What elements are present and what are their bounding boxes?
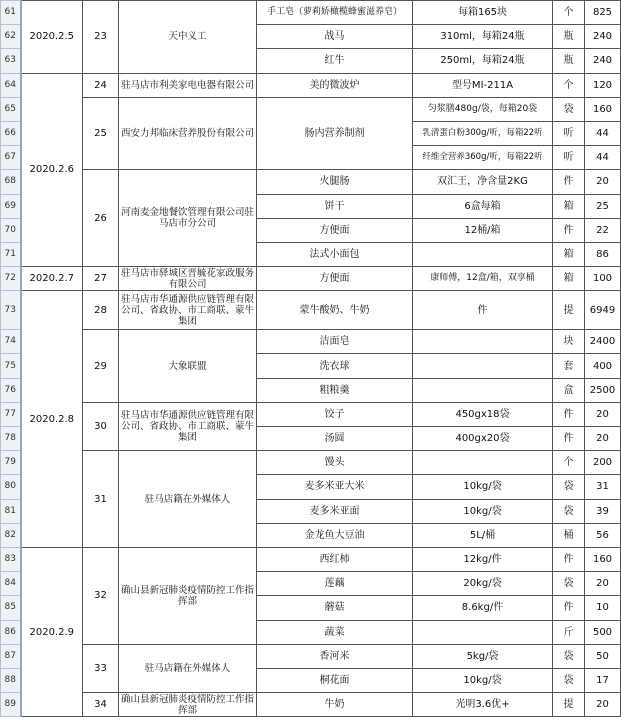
serial-cell[interactable]: 32 <box>83 547 119 644</box>
unit-cell[interactable]: 件 <box>553 596 585 620</box>
table-row <box>1 693 621 717</box>
item-cell[interactable]: 洗衣球 <box>257 354 413 378</box>
item-cell[interactable]: 西红柿 <box>257 547 413 571</box>
donor-cell[interactable]: 河南麦金地餐饮管理有限公司驻马店市分公司 <box>119 170 257 267</box>
qty-cell[interactable]: 20 <box>585 402 621 426</box>
spec-cell[interactable]: 康师傅，12盒/箱，双享桶 <box>413 267 553 291</box>
item-cell[interactable]: 金龙鱼大豆油 <box>257 523 413 547</box>
unit-cell[interactable]: 件 <box>553 170 585 194</box>
donor-cell[interactable]: 驻马店籍在外媒体人 <box>119 451 257 548</box>
row-number[interactable]: 83 <box>1 547 21 571</box>
unit-cell[interactable]: 袋 <box>553 475 585 499</box>
table-row <box>1 1 621 25</box>
serial-cell[interactable]: 33 <box>83 644 119 692</box>
donor-cell[interactable]: 确山县新冠肺炎疫情防控工作指挥部 <box>119 693 257 717</box>
spec-cell[interactable]: 10kg/袋 <box>413 499 553 523</box>
item-cell[interactable]: 洁面皂 <box>257 330 413 354</box>
qty-cell[interactable]: 56 <box>585 523 621 547</box>
serial-cell[interactable]: 26 <box>83 170 119 267</box>
qty-cell[interactable]: 2400 <box>585 330 621 354</box>
serial-cell[interactable]: 28 <box>83 291 119 330</box>
item-cell[interactable]: 法式小面包 <box>257 242 413 266</box>
qty-cell[interactable]: 39 <box>585 499 621 523</box>
date-cell[interactable]: 2020.2.8 <box>21 291 83 548</box>
qty-cell[interactable]: 22 <box>585 218 621 242</box>
qty-cell[interactable]: 17 <box>585 668 621 692</box>
row-number[interactable]: 78 <box>1 427 21 451</box>
table-row <box>1 291 621 330</box>
spec-cell[interactable]: 6盒每箱 <box>413 194 553 218</box>
spec-cell[interactable]: 匀浆膳480g/袋，每箱20袋 <box>413 97 553 121</box>
item-cell[interactable]: 方便面 <box>257 267 413 291</box>
item-cell[interactable]: 蔬菜 <box>257 620 413 644</box>
row-number[interactable]: 72 <box>1 267 21 291</box>
table-row <box>1 547 621 571</box>
donor-cell[interactable]: 驻马店籍在外媒体人 <box>119 644 257 692</box>
qty-cell[interactable]: 20 <box>585 427 621 451</box>
unit-cell[interactable]: 袋 <box>553 97 585 121</box>
row-number[interactable]: 61 <box>1 1 21 25</box>
spec-cell[interactable]: 10kg/袋 <box>413 668 553 692</box>
spec-cell[interactable]: 光明3.6优+ <box>413 693 553 717</box>
row-number[interactable]: 64 <box>1 73 21 97</box>
qty-cell[interactable]: 240 <box>585 25 621 49</box>
table-row <box>1 644 621 668</box>
qty-cell[interactable]: 100 <box>585 267 621 291</box>
table-row <box>1 170 621 194</box>
qty-cell[interactable]: 50 <box>585 644 621 668</box>
unit-cell[interactable]: 套 <box>553 354 585 378</box>
item-cell[interactable]: 麦多米亚面 <box>257 499 413 523</box>
row-number[interactable]: 62 <box>1 25 21 49</box>
item-cell[interactable]: 手工皂（萝莉娇橄榄蜂蜜滋养皂） <box>257 1 413 25</box>
qty-cell[interactable]: 2500 <box>585 378 621 402</box>
qty-cell[interactable]: 500 <box>585 620 621 644</box>
spec-cell[interactable] <box>413 242 553 266</box>
spec-cell[interactable] <box>413 378 553 402</box>
qty-cell[interactable]: 400 <box>585 354 621 378</box>
qty-cell[interactable]: 31 <box>585 475 621 499</box>
row-number[interactable]: 65 <box>1 97 21 121</box>
item-cell[interactable]: 桐花面 <box>257 668 413 692</box>
item-cell[interactable]: 饺子 <box>257 402 413 426</box>
row-number[interactable]: 77 <box>1 402 21 426</box>
serial-cell[interactable]: 34 <box>83 693 119 717</box>
item-cell[interactable]: 饼干 <box>257 194 413 218</box>
qty-cell[interactable]: 20 <box>585 693 621 717</box>
unit-cell[interactable]: 箱 <box>553 267 585 291</box>
spec-cell[interactable]: 每箱165块 <box>413 1 553 25</box>
spec-cell[interactable]: 310ml，每箱24瓶 <box>413 25 553 49</box>
donor-cell[interactable]: 驻马店市驿城区晋毓花家政服务有限公司 <box>119 267 257 291</box>
date-cell[interactable]: 2020.2.7 <box>21 267 83 291</box>
unit-cell[interactable]: 个 <box>553 451 585 475</box>
spec-cell[interactable]: 250ml，每箱24瓶 <box>413 49 553 73</box>
qty-cell[interactable]: 86 <box>585 242 621 266</box>
spec-cell[interactable]: 12kg/件 <box>413 547 553 571</box>
qty-cell[interactable]: 20 <box>585 170 621 194</box>
item-cell[interactable]: 肠内营养制剂 <box>257 97 413 170</box>
spec-cell[interactable]: 纤维全营养360g/听，每箱22听 <box>413 146 553 170</box>
row-number[interactable]: 80 <box>1 475 21 499</box>
item-cell[interactable]: 红牛 <box>257 49 413 73</box>
serial-cell[interactable]: 25 <box>83 97 119 170</box>
spec-cell[interactable]: 20kg/袋 <box>413 572 553 596</box>
unit-cell[interactable]: 块 <box>553 330 585 354</box>
unit-cell[interactable]: 箱 <box>553 242 585 266</box>
spec-cell[interactable] <box>413 330 553 354</box>
qty-cell[interactable]: 6949 <box>585 291 621 330</box>
unit-cell[interactable]: 个 <box>553 73 585 97</box>
spec-cell[interactable]: 乳清蛋白粉300g/听，每箱22听 <box>413 121 553 145</box>
donor-cell[interactable]: 大象联盟 <box>119 330 257 403</box>
spec-cell[interactable] <box>413 451 553 475</box>
spec-cell[interactable]: 400gx20袋 <box>413 427 553 451</box>
item-cell[interactable]: 火腿肠 <box>257 170 413 194</box>
spec-cell[interactable]: 5kg/袋 <box>413 644 553 668</box>
spec-cell[interactable]: 双汇王，净含量2KG <box>413 170 553 194</box>
row-number[interactable]: 76 <box>1 378 21 402</box>
table-row <box>1 267 621 291</box>
row-number[interactable]: 71 <box>1 242 21 266</box>
qty-cell[interactable]: 240 <box>585 49 621 73</box>
date-cell[interactable]: 2020.2.9 <box>21 547 83 716</box>
row-number[interactable]: 75 <box>1 354 21 378</box>
row-number[interactable]: 89 <box>1 693 21 717</box>
row-number[interactable]: 69 <box>1 194 21 218</box>
unit-cell[interactable]: 袋 <box>553 572 585 596</box>
serial-cell[interactable]: 30 <box>83 402 119 450</box>
item-cell[interactable]: 莲藕 <box>257 572 413 596</box>
unit-cell[interactable]: 件 <box>553 218 585 242</box>
table-row <box>1 330 621 354</box>
unit-cell[interactable]: 袋 <box>553 668 585 692</box>
table-row <box>1 451 621 475</box>
row-number[interactable]: 63 <box>1 49 21 73</box>
row-number[interactable]: 73 <box>1 291 21 330</box>
row-number[interactable]: 68 <box>1 170 21 194</box>
unit-cell[interactable]: 件 <box>553 427 585 451</box>
serial-cell[interactable]: 29 <box>83 330 119 403</box>
qty-cell[interactable]: 44 <box>585 146 621 170</box>
item-cell[interactable]: 汤圆 <box>257 427 413 451</box>
date-cell[interactable]: 2020.2.6 <box>21 73 83 267</box>
item-cell[interactable]: 美的微波炉 <box>257 73 413 97</box>
qty-cell[interactable]: 120 <box>585 73 621 97</box>
spec-cell[interactable]: 10kg/袋 <box>413 475 553 499</box>
spec-cell[interactable] <box>413 620 553 644</box>
row-number[interactable]: 70 <box>1 218 21 242</box>
qty-cell[interactable]: 20 <box>585 572 621 596</box>
unit-cell[interactable]: 件 <box>553 547 585 571</box>
item-cell[interactable]: 蒙牛酸奶、牛奶 <box>257 291 413 330</box>
serial-cell[interactable]: 24 <box>83 73 119 97</box>
table-row <box>1 97 621 121</box>
unit-cell[interactable]: 听 <box>553 121 585 145</box>
row-number[interactable]: 67 <box>1 146 21 170</box>
row-number[interactable]: 79 <box>1 451 21 475</box>
unit-cell[interactable]: 听 <box>553 146 585 170</box>
item-cell[interactable]: 蘑菇 <box>257 596 413 620</box>
unit-cell[interactable]: 桶 <box>553 523 585 547</box>
spec-cell[interactable]: 450gx18袋 <box>413 402 553 426</box>
row-number[interactable]: 84 <box>1 572 21 596</box>
spec-cell[interactable]: 件 <box>413 291 553 330</box>
row-number[interactable]: 85 <box>1 596 21 620</box>
donor-cell[interactable]: 驻马店市华通源供应链管理有限公司、省政协、市工商联、蒙牛集团 <box>119 291 257 330</box>
item-cell[interactable]: 战马 <box>257 25 413 49</box>
unit-cell[interactable]: 袋 <box>553 499 585 523</box>
unit-cell[interactable]: 个 <box>553 1 585 25</box>
row-number[interactable]: 82 <box>1 523 21 547</box>
unit-cell[interactable]: 提 <box>553 291 585 330</box>
qty-cell[interactable]: 160 <box>585 97 621 121</box>
row-number[interactable]: 74 <box>1 330 21 354</box>
item-cell[interactable]: 馒头 <box>257 451 413 475</box>
row-number[interactable]: 88 <box>1 668 21 692</box>
item-cell[interactable]: 牛奶 <box>257 693 413 717</box>
spec-cell[interactable]: 12桶/箱 <box>413 218 553 242</box>
unit-cell[interactable]: 瓶 <box>553 49 585 73</box>
row-number[interactable]: 86 <box>1 620 21 644</box>
spec-cell[interactable]: 型号MI-211A <box>413 73 553 97</box>
unit-cell[interactable]: 盒 <box>553 378 585 402</box>
donor-cell[interactable]: 驻马店市利美家电电器有限公司 <box>119 73 257 97</box>
unit-cell[interactable]: 袋 <box>553 644 585 668</box>
qty-cell[interactable]: 160 <box>585 547 621 571</box>
unit-cell[interactable]: 斤 <box>553 620 585 644</box>
table-row <box>1 73 621 97</box>
donor-cell[interactable]: 驻马店市华通源供应链管理有限公司、省政协、市工商联、蒙牛集团 <box>119 402 257 450</box>
item-cell[interactable]: 麦多米亚大米 <box>257 475 413 499</box>
item-cell[interactable]: 方便面 <box>257 218 413 242</box>
row-number[interactable]: 81 <box>1 499 21 523</box>
qty-cell[interactable]: 25 <box>585 194 621 218</box>
donor-cell[interactable]: 天中义工 <box>119 1 257 74</box>
table-row <box>1 402 621 426</box>
donor-cell[interactable]: 西安力邦临床营养股份有限公司 <box>119 97 257 170</box>
unit-cell[interactable]: 瓶 <box>553 25 585 49</box>
qty-cell[interactable]: 200 <box>585 451 621 475</box>
qty-cell[interactable]: 44 <box>585 121 621 145</box>
spec-cell[interactable] <box>413 354 553 378</box>
item-cell[interactable]: 粗粮羹 <box>257 378 413 402</box>
unit-cell[interactable]: 件 <box>553 402 585 426</box>
date-cell[interactable]: 2020.2.5 <box>21 1 83 74</box>
donor-cell[interactable]: 确山县新冠肺炎疫情防控工作指挥部 <box>119 547 257 644</box>
qty-cell[interactable]: 825 <box>585 1 621 25</box>
serial-cell[interactable]: 31 <box>83 451 119 548</box>
unit-cell[interactable]: 箱 <box>553 194 585 218</box>
row-number[interactable]: 66 <box>1 121 21 145</box>
row-number[interactable]: 87 <box>1 644 21 668</box>
spec-cell[interactable]: 8.6kg/件 <box>413 596 553 620</box>
spec-cell[interactable]: 5L/桶 <box>413 523 553 547</box>
item-cell[interactable]: 香河米 <box>257 644 413 668</box>
serial-cell[interactable]: 23 <box>83 1 119 74</box>
serial-cell[interactable]: 27 <box>83 267 119 291</box>
unit-cell[interactable]: 提 <box>553 693 585 717</box>
qty-cell[interactable]: 10 <box>585 596 621 620</box>
